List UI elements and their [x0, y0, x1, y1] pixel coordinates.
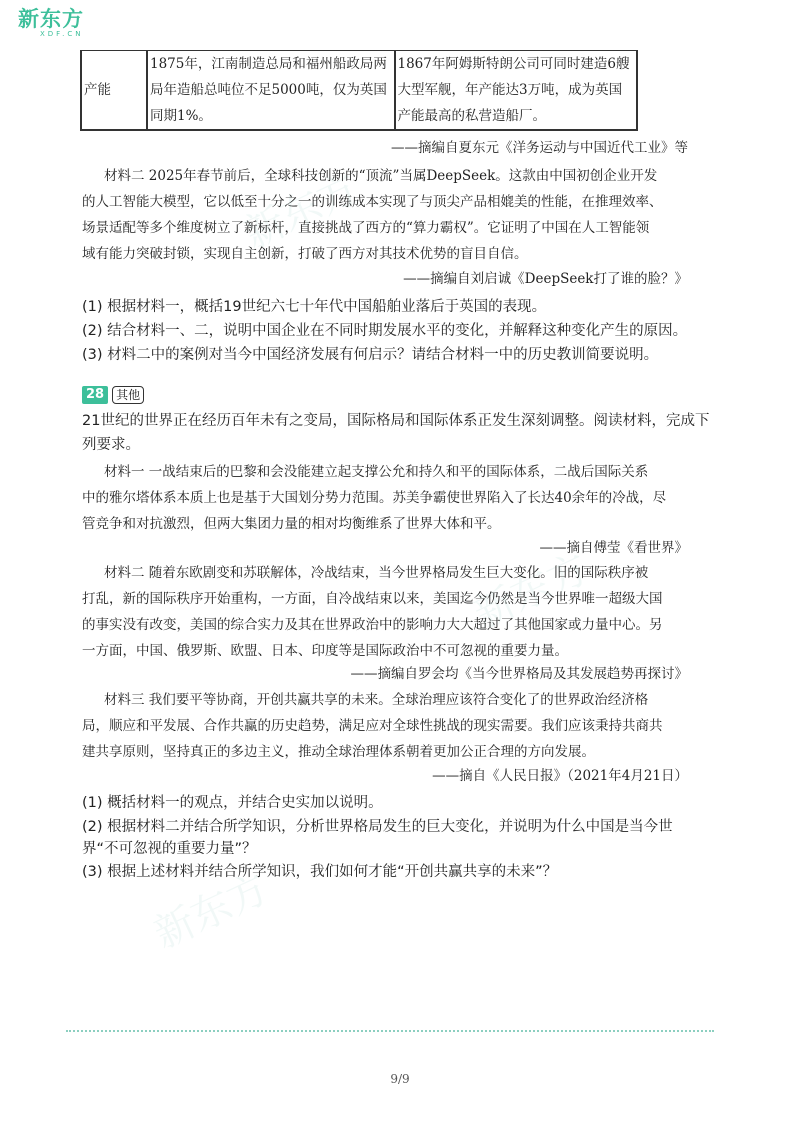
cell-line: 同期1%。 — [150, 108, 212, 124]
material-one-line: 管竞争和对抗激烈，但两大集团力量的相对均衡维系了世界大体和平。 — [82, 516, 501, 532]
question-tag: 其他 — [112, 386, 144, 404]
watermark: 新东方 — [147, 865, 276, 958]
table-row — [81, 51, 637, 131]
footer-divider — [66, 1030, 714, 1032]
logo-main: 新东方 — [18, 7, 84, 31]
material-two-line: 一方面，中国、俄罗斯、欧盟、日本、印度等是国际政治中不可忽视的重要力量。 — [82, 643, 568, 659]
question-item: (1) 概括材料一的观点，并结合史实加以说明。 — [82, 795, 383, 811]
watermark: 新东方 — [237, 165, 366, 258]
material-two-line: 的事实没有改变，美国的综合实力及其在世界政治中的影响力大大超过了其他国家或力量中心。另 — [82, 617, 663, 633]
question-item: 界“不可忽视的重要力量”？ — [82, 841, 257, 857]
watermark: 新东方 — [467, 545, 596, 638]
cell-line: 1867年阿姆斯特朗公司可同时建造6艘 — [397, 56, 630, 72]
material-one-line: 中的雅尔塔体系本质上也是基于大国划分势力范围。苏美争霸使世界陷入了长达40余年的冷战，尽 — [82, 490, 667, 506]
material-three-line: 材料三 我们要平等协商，开创共赢共享的未来。全球治理应该符合变化了的世界政治经济格 — [104, 692, 649, 708]
cell-line: 1875年，江南制造总局和福州船政局两 — [150, 56, 387, 72]
question-item: (2) 根据材料二并结合所学知识，分析世界格局发生的巨大变化，并说明为什么中国是当今世 — [82, 819, 673, 835]
source-citation: ——摘自《人民日报》（2021年4月21日） — [432, 768, 688, 784]
page-number: 9/9 — [390, 1072, 410, 1086]
table-cell-china — [147, 51, 395, 131]
question-intro: 列要求。 — [82, 437, 140, 453]
material-one-line: 材料一 一战结束后的巴黎和会没能建立起支撑公允和持久和平的国际体系，二战后国际关系 — [104, 464, 649, 480]
cell-line: 大型军舰，年产能达3万吨，成为英国 — [397, 82, 623, 98]
material-two-line: 场景适配等多个维度树立了新标杆，直接挑战了西方的“算力霸权”。它证明了中国在人工智能领 — [82, 220, 650, 236]
cell-line: 局年造船总吨位不足5000吨，仅为英国 — [150, 82, 387, 98]
question-number: 28 — [82, 386, 108, 404]
logo-sub: XDF.CN — [40, 30, 84, 38]
material-two-line: 的人工智能大模型，它以低至十分之一的训练成本实现了与顶尖产品相媲美的性能，在推理效率、 — [82, 194, 663, 210]
material-two-line: 打乱，新的国际秩序开始重构，一方面，自冷战结束以来，美国迄今仍然是当今世界唯一超级大国 — [82, 591, 663, 607]
material-two-line: 材料二 2025年春节前后，全球科技创新的“顶流”当属DeepSeek。这款由中国初创企业开发 — [104, 168, 658, 184]
question-item: (3) 根据上述材料并结合所学知识，我们如何才能“开创共赢共享的未来”？ — [82, 864, 558, 880]
source-citation: ——摘编自刘启诚《DeepSeek打了谁的脸？》 — [403, 271, 688, 287]
capacity-table — [80, 50, 638, 131]
question-header — [82, 386, 144, 404]
cell-line: 产能最高的私营造船厂。 — [397, 108, 546, 124]
material-two-line: 材料二 随着东欧剧变和苏联解体，冷战结束，当今世界格局发生巨大变化。旧的国际秩序被 — [104, 565, 649, 581]
question-intro: 21世纪的世界正在经历百年未有之变局，国际格局和国际体系正发生深刻调整。阅读材料，完成下 — [82, 413, 710, 429]
question-item: (1) 根据材料一，概括19世纪六七十年代中国船舶业落后于英国的表现。 — [82, 299, 547, 315]
row-label: 产能 — [81, 51, 147, 131]
material-two-line: 域有能力突破封锁，实现自主创新，打破了西方对其技术优势的盲目自信。 — [82, 246, 528, 262]
question-item: (2) 结合材料一、二，说明中国企业在不同时期发展水平的变化，并解释这种变化产生的原因。 — [82, 323, 688, 339]
source-citation: ——摘自傅莹《看世界》 — [539, 540, 688, 556]
brand-logo — [18, 8, 84, 38]
material-three-line: 建共享原则，坚持真正的多边主义，推动全球治理体系朝着更加公正合理的方向发展。 — [82, 744, 595, 760]
material-three-line: 局，顺应和平发展、合作共赢的历史趋势，满足应对全球性挑战的现实需要。我们应该秉持共商共 — [82, 718, 663, 734]
question-item: (3) 材料二中的案例对当今中国经济发展有何启示？请结合材料一中的历史教训简要说明。 — [82, 347, 659, 363]
source-citation: ——摘编自罗会均《当今世界格局及其发展趋势再探讨》 — [350, 666, 688, 682]
source-citation: ——摘编自夏东元《洋务运动与中国近代工业》等 — [391, 140, 688, 156]
table-cell-britain — [395, 51, 638, 131]
